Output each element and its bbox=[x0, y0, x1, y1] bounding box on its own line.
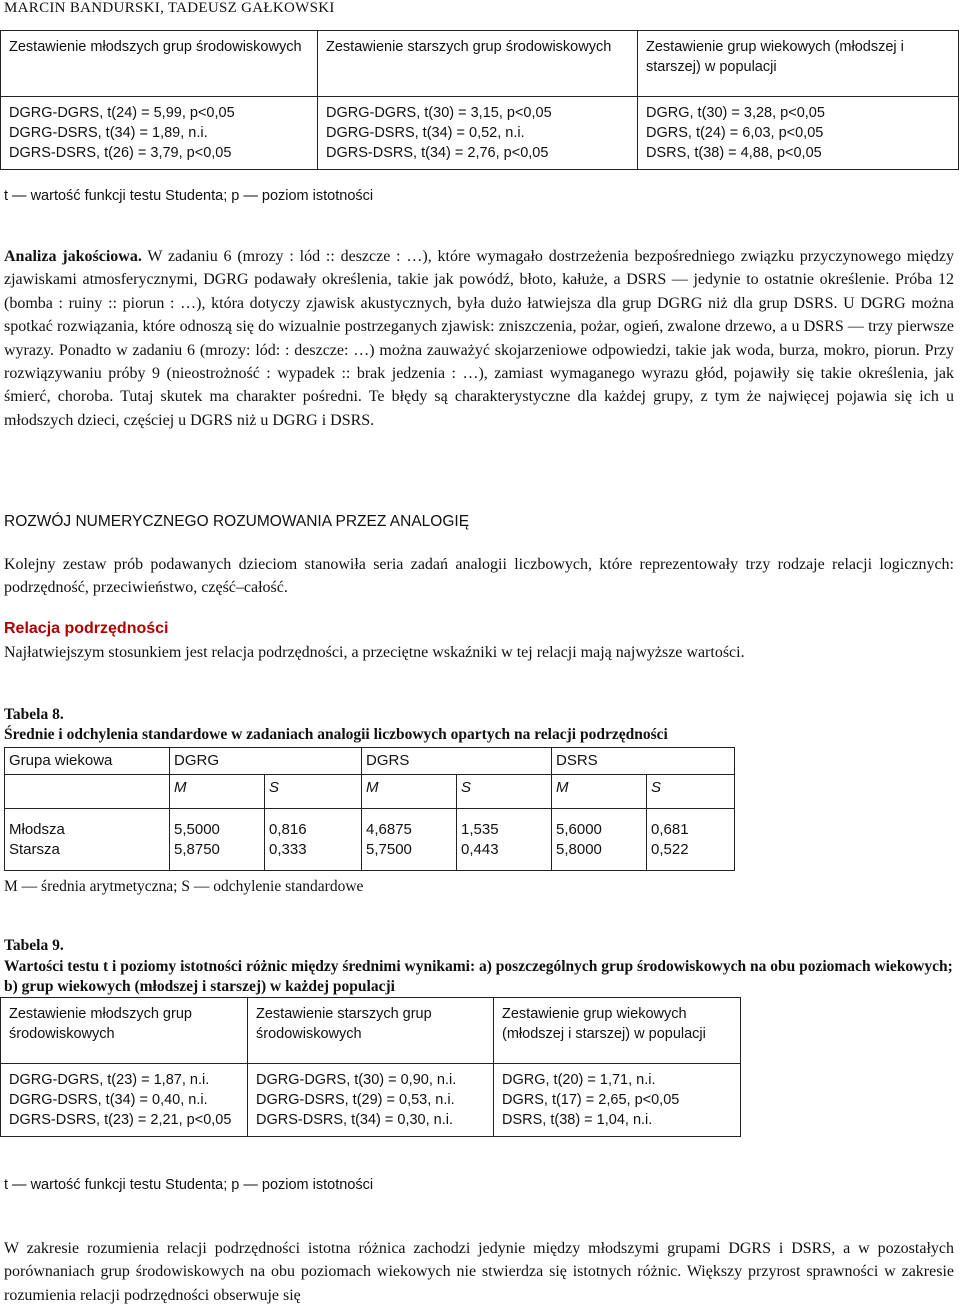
cell-value: 5,6000 bbox=[556, 820, 602, 838]
table-header-row bbox=[5, 748, 735, 775]
table-header-cell: Zestawienie grup wiekowych (młodszej i starszej) w populacji bbox=[494, 998, 741, 1064]
table-row bbox=[1, 97, 959, 170]
table-row bbox=[5, 809, 735, 871]
table-header-cell: Zestawienie młodszych grup środowiskowych bbox=[1, 31, 318, 97]
table9-note: t — wartość funkcji testu Studenta; p — poziom istotności bbox=[4, 1177, 374, 1193]
cell-value: 0,816 bbox=[269, 820, 307, 838]
table-subheader-cell: M bbox=[552, 775, 647, 809]
table-subheader-cell: S bbox=[457, 775, 552, 809]
ttest-line: DGRG, t(30) = 3,28, p<0,05 bbox=[646, 105, 825, 121]
table-cell bbox=[5, 809, 170, 871]
table-cell bbox=[5, 775, 170, 809]
table-cell bbox=[362, 809, 457, 871]
table-header-cell: DGRG bbox=[170, 748, 362, 775]
paragraph-intro: Kolejny zestaw prób podawanych dzieciom stanowiła seria zadań analogii liczbowych, które reprezentowały trzy rodzaje relacji logicznych: podrzędność, przeciwieństwo, część–całość. bbox=[4, 556, 954, 597]
ttest-line: DGRG-DGRS, t(23) = 1,87, n.i. bbox=[9, 1072, 210, 1088]
cell-value: 0,333 bbox=[269, 840, 307, 858]
table-subheader-cell: M bbox=[362, 775, 457, 809]
ttest-line: DGRG, t(20) = 1,71, n.i. bbox=[502, 1072, 656, 1088]
table-header-cell: Zestawienie starszych grup środowiskowych bbox=[248, 998, 494, 1064]
paragraph-subordination: Najłatwiejszym stosunkiem jest relacja podrzędności, a przeciętne wskaźniki w tej relacji mają najwyższe wartości. bbox=[4, 644, 745, 661]
table9-label: Tabela 9. bbox=[4, 937, 64, 954]
table-cell bbox=[457, 809, 552, 871]
ttest-line: DGRG-DSRS, t(34) = 1,89, n.i. bbox=[9, 125, 208, 141]
table-subheader-cell: S bbox=[647, 775, 735, 809]
table-cell bbox=[638, 97, 959, 170]
table-cell bbox=[552, 809, 647, 871]
table-cell bbox=[248, 1064, 494, 1137]
ttest-line: DSRS, t(38) = 1,04, n.i. bbox=[502, 1112, 653, 1128]
ttest-line: DGRG-DGRS, t(30) = 0,90, n.i. bbox=[256, 1072, 457, 1088]
row-label: Młodsza bbox=[9, 820, 65, 838]
ttest-line: DGRG-DSRS, t(34) = 0,52, n.i. bbox=[326, 125, 525, 141]
ttest-line: DGRG-DSRS, t(29) = 0,53, n.i. bbox=[256, 1092, 455, 1108]
running-header: MARCIN BANDURSKI, TADEUSZ GAŁKOWSKI bbox=[4, 0, 335, 16]
table-note: t — wartość funkcji testu Studenta; p — poziom istotności bbox=[4, 188, 374, 204]
ttest-line: DSRS, t(38) = 4,88, p<0,05 bbox=[646, 145, 822, 161]
table-cell bbox=[1, 1064, 248, 1137]
table-header-cell: DSRS bbox=[552, 748, 735, 775]
ttest-line: DGRS-DSRS, t(34) = 0,30, n.i. bbox=[256, 1112, 454, 1128]
table-header-cell: Zestawienie grup wiekowych (młodszej i starszej) w populacji bbox=[638, 31, 959, 97]
table-subheader-cell: M bbox=[170, 775, 265, 809]
table-header-row bbox=[1, 31, 959, 97]
cell-value: 1,535 bbox=[461, 820, 499, 838]
table-cell bbox=[647, 809, 735, 871]
table-header-cell: Zestawienie młodszych grup środowiskowych bbox=[1, 998, 248, 1064]
table-cell bbox=[265, 809, 362, 871]
cell-value: 5,7500 bbox=[366, 840, 412, 858]
table-header-row bbox=[1, 998, 741, 1064]
row-label: Starsza bbox=[9, 840, 60, 858]
cell-value: 0,443 bbox=[461, 840, 499, 858]
table-header-cell: Grupa wiekowa bbox=[5, 748, 170, 775]
table8-caption: Średnie i odchylenia standardowe w zadaniach analogii liczbowych opartych na relacji podrzędności bbox=[4, 726, 668, 743]
table-cell bbox=[494, 1064, 741, 1137]
table-subheader-row bbox=[5, 775, 735, 809]
cell-value: 4,6875 bbox=[366, 820, 412, 838]
table-header-cell: DGRS bbox=[362, 748, 552, 775]
table8-label: Tabela 8. bbox=[4, 706, 64, 723]
table9-caption: Wartości testu t i poziomy istotności różnic między średnimi wynikami: a) poszczególnych grup środowiskowych na obu poziomach wiekowych; b) grup wiekowych (młodszej i starszej) w każdej populacji bbox=[4, 958, 953, 995]
table8 bbox=[4, 747, 735, 871]
ttest-table-top bbox=[0, 30, 959, 170]
ttest-line: DGRS-DSRS, t(23) = 2,21, p<0,05 bbox=[9, 1112, 232, 1128]
subsection-title: Relacja podrzędności bbox=[4, 620, 169, 637]
cell-value: 5,8750 bbox=[174, 840, 220, 858]
table-subheader-cell: S bbox=[265, 775, 362, 809]
ttest-line: DGRS, t(17) = 2,65, p<0,05 bbox=[502, 1092, 680, 1108]
paragraph-results: W zakresie rozumienia relacji podrzędności istotna różnica zachodzi jedynie między młodszymi grupami DGRS i DSRS, a w pozostałych porównaniach grup środowiskowych na obu poziomach wiekowych nie stwierdza się istotnych różnic. Większy przyrost sprawności w zakresie rozumienia relacji podrzędności obserwuje się bbox=[4, 1240, 954, 1304]
table-header-cell: Zestawienie starszych grup środowiskowych bbox=[318, 31, 638, 97]
table9 bbox=[0, 997, 741, 1137]
ttest-line: DGRG-DSRS, t(34) = 0,40, n.i. bbox=[9, 1092, 208, 1108]
paragraph-qualitative bbox=[4, 245, 954, 432]
table8-note: M — średnia arytmetyczna; S — odchylenie standardowe bbox=[4, 878, 364, 895]
cell-value: 0,681 bbox=[651, 820, 689, 838]
table-cell bbox=[1, 97, 318, 170]
cell-value: 5,5000 bbox=[174, 820, 220, 838]
paragraph-body: W zadaniu 6 (mrozy : lód :: deszcze : …), które wymagało dostrzeżenia bezpośredniego związku przyczynowego między zjawiskami atmosferycznymi, DGRG podawały określenia, takie jak powódź, błoto, kałuże, a DSRS — jedynie to ostatnie określenie. Próba 12 (bomba : ruiny :: piorun : …), która dotyczy zjawisk akustycznych, była dużo łatwiejsza dla grup DGRG niż dla grup DSRS. U DGRG można spotkać rozwiązania, które odnoszą się do wizualnie postrzeganych zjawisk: zniszczenia, pożar, ogień, zwalone drzewo, a u DSRS — trzy pierwsze wyrazy. Ponadto w zadaniu 6 (mrozy: lód: : deszcze: …) można zauważyć skojarzeniowe odpowiedzi, takie jak woda, burza, mokro, piorun. Przy rozwiązywaniu próby 9 (nieostrożność : wypadek :: brak jedzenia : …), zamiast wymaganego wyrazu głód, pojawiły się takie określenia, jak śmierć, choroba. Tutaj skutek ma charakter pośredni. Te błędy są charakterystyczne dla każdej grupy, z tym że najwięcej pojawia się ich u młodszych dzieci, częściej u DGRS niż u DGRG i DSRS. bbox=[4, 248, 955, 429]
ttest-line: DGRS-DSRS, t(26) = 3,79, p<0,05 bbox=[9, 145, 232, 161]
section-title: ROZWÓJ NUMERYCZNEGO ROZUMOWANIA PRZEZ ANALOGIĘ bbox=[4, 513, 470, 530]
cell-value: 5,8000 bbox=[556, 840, 602, 858]
paragraph-lead: Analiza jakościowa. bbox=[4, 248, 142, 265]
ttest-line: DGRS, t(24) = 6,03, p<0,05 bbox=[646, 125, 824, 141]
table-cell bbox=[170, 809, 265, 871]
cell-value: 0,522 bbox=[651, 840, 689, 858]
table-row bbox=[1, 1064, 741, 1137]
ttest-line: DGRS-DSRS, t(34) = 2,76, p<0,05 bbox=[326, 145, 549, 161]
ttest-line: DGRG-DGRS, t(30) = 3,15, p<0,05 bbox=[326, 105, 552, 121]
ttest-line: DGRG-DGRS, t(24) = 5,99, p<0,05 bbox=[9, 105, 235, 121]
table-cell bbox=[318, 97, 638, 170]
